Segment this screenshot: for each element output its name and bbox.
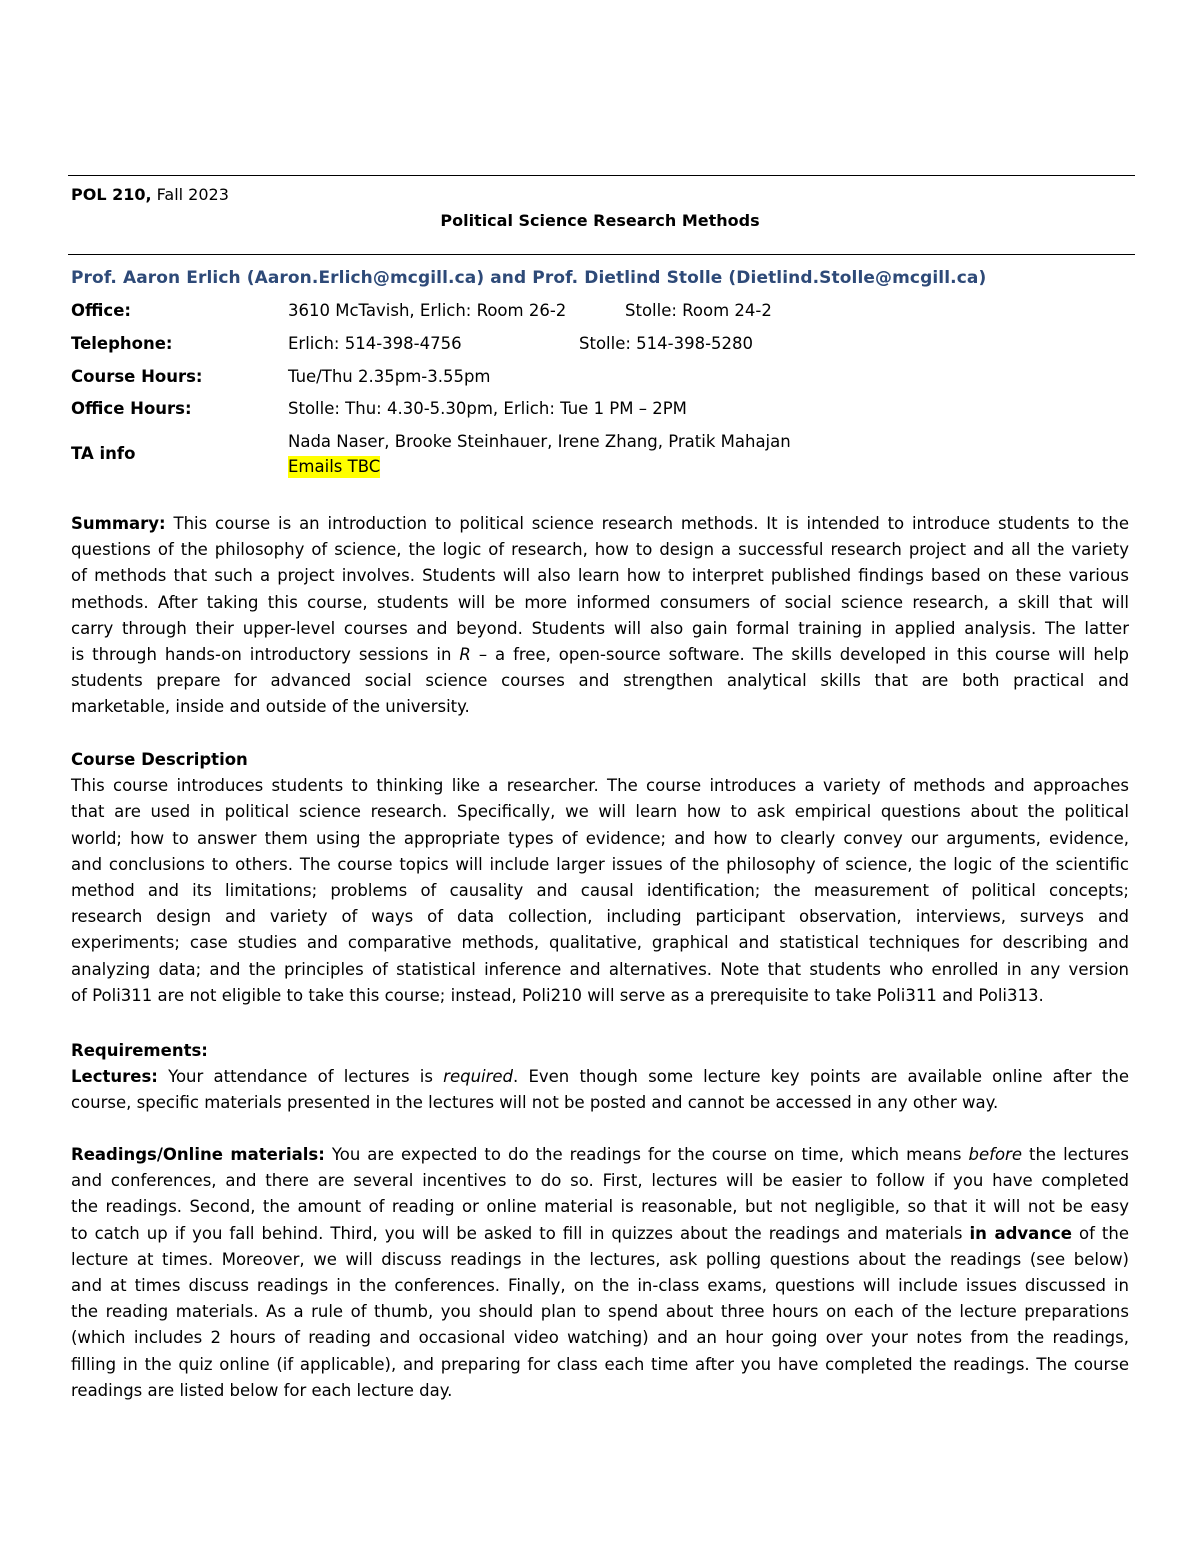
readings-line: the readings. Second, the amount of reading or online material is reasonable, but not negligible, so that it will not be easy [71,1197,1129,1217]
lectures-text: course, specific materials presented in the lectures will not be posted and cannot be accessed in any other way. [71,1093,999,1113]
readings-line: and at times discuss readings in the conferences. Finally, on the in-class exams, questions will include issues discussed in [71,1276,1129,1296]
telephone-value: Erlich: 514-398-4756 [288,334,462,353]
course-hours-label: Course Hours: [71,367,203,386]
readings-line: filling in the quiz online (if applicable), and preparing for class each time after you have completed the readings. The course [71,1354,1129,1374]
summary-line: questions of the philosophy of science, the logic of research, how to design a successful research project and all the variety [71,540,1129,560]
lectures-emphasis: required [443,1067,514,1087]
course-description-section [71,747,1129,1009]
ta-names: Nada Naser, Brooke Steinhauer, Irene Zhang, Pratik Mahajan [288,432,791,451]
readings-text: to catch up if you fall behind. Third, you will be asked to fill in quizzes about the readings and materials [71,1223,970,1243]
office-label: Office: [71,301,131,320]
description-line: analyzing data; and the principles of statistical inference and alternatives. Note that students who enrolled in any version [71,959,1129,979]
description-line: experiments; case studies and comparative methods, qualitative, graphical and statistical techniques for describing and [71,933,1129,953]
description-line: of Poli311 are not eligible to take this course; instead, Poli210 will serve as a prerequisite to take Poli311 and Poli313. [71,985,1044,1005]
description-line: method and its limitations; problems of causality and causal identification; the measurement of political concepts; [71,881,1129,901]
readings-line: the reading materials. As a rule of thumb, you should plan to spend about three hours on each of the lecture preparations [71,1302,1129,1322]
readings-line: lecture at times. Moreover, we will discuss readings in the lectures, ask polling questions about the readings (see below) [71,1249,1129,1269]
summary-line: of methods that such a project involves. Students will also learn how to interpret published findings based on these various [71,566,1129,586]
course-term: Fall 2023 [151,185,229,204]
readings-emphasis: before [968,1145,1022,1164]
readings-line: and conferences, and there are several incentives to do so. First, lectures will be easier to follow if you have completed [71,1171,1129,1191]
office-hours-value: Stolle: Thu: 4.30-5.30pm, Erlich: Tue 1 PM – 2PM [288,399,687,418]
header-bottom-rule [68,254,1135,255]
professors-line: Prof. Aaron Erlich (Aaron.Erlich@mcgill.ca) and Prof. Dietlind Stolle (Dietlind.Stolle@mcgill.ca) [71,268,987,288]
header-top-rule [68,175,1135,176]
description-line: This course introduces students to thinking like a researcher. The course introduces a variety of methods and approaches [71,776,1129,796]
summary-label: Summary: [71,514,166,533]
telephone-label: Telephone: [71,334,173,353]
summary-line: methods. After taking this course, students will be more informed consumers of social science research, a skill that will [71,592,1129,612]
requirements-heading: Requirements: [71,1041,208,1060]
office-hours-label: Office Hours: [71,399,192,418]
readings-line: readings are listed below for each lecture day. [71,1380,453,1400]
readings-text: of the [1072,1223,1129,1243]
r-software-name: R [459,645,471,665]
ta-emails: Emails TBC [288,457,381,476]
course-code: POL 210, [71,185,152,204]
summary-line: This course is an introduction to political science research methods. It is intended to introduce students to the [165,514,1129,533]
lectures-text: Your attendance of lectures is [157,1067,444,1087]
description-line: and conclusions to others. The course topics will include larger issues of the philosophy of science, the logic of the scientific [71,854,1129,874]
summary-line: students prepare for advanced social science courses and strengthen analytical skills that are both practical and [71,671,1129,691]
description-line: that are used in political science research. Specifically, we will learn how to ask empirical questions about the political [71,802,1129,822]
description-line: world; how to answer them using the appropriate types of evidence; and how to clearly convey our arguments, evidence, [71,828,1129,848]
lectures-text: . Even though some lecture key points are available online after the [513,1067,1129,1087]
summary-line: carry through their upper-level courses and beyond. Students will also gain formal training in applied analysis. The latter [71,618,1129,638]
readings-text: the lectures [1021,1145,1129,1164]
readings-text: You are expected to do the readings for the course on time, which means [324,1145,969,1164]
readings-section [71,1142,1129,1404]
office-value-stolle: Stolle: Room 24-2 [625,301,772,320]
description-line: research design and variety of ways of data collection, including participant observation, interviews, surveys and [71,907,1129,927]
course-hours-value: Tue/Thu 2.35pm-3.55pm [288,367,491,386]
office-value: 3610 McTavish, Erlich: Room 26-2 [288,301,567,320]
course-code-line [71,185,229,205]
readings-label: Readings/Online materials: [71,1145,325,1164]
course-description-heading: Course Description [71,750,248,769]
readings-line: (which includes 2 hours of reading and occasional video watching) and an hour going over your notes from the readings, [71,1328,1129,1348]
requirements-section [71,1038,1129,1117]
course-title: Political Science Research Methods [440,211,760,230]
summary-line: is through hands-on introductory sessions in R – a free, open-source software. The skills developed in this course will help [71,645,1130,665]
ta-label: TA info [71,444,136,463]
lectures-label: Lectures: [71,1067,158,1087]
summary-line: marketable, inside and outside of the university. [71,697,470,717]
telephone-value-stolle: Stolle: 514-398-5280 [579,334,754,353]
readings-bold: in advance [969,1223,1072,1243]
summary-paragraph [71,511,1129,721]
